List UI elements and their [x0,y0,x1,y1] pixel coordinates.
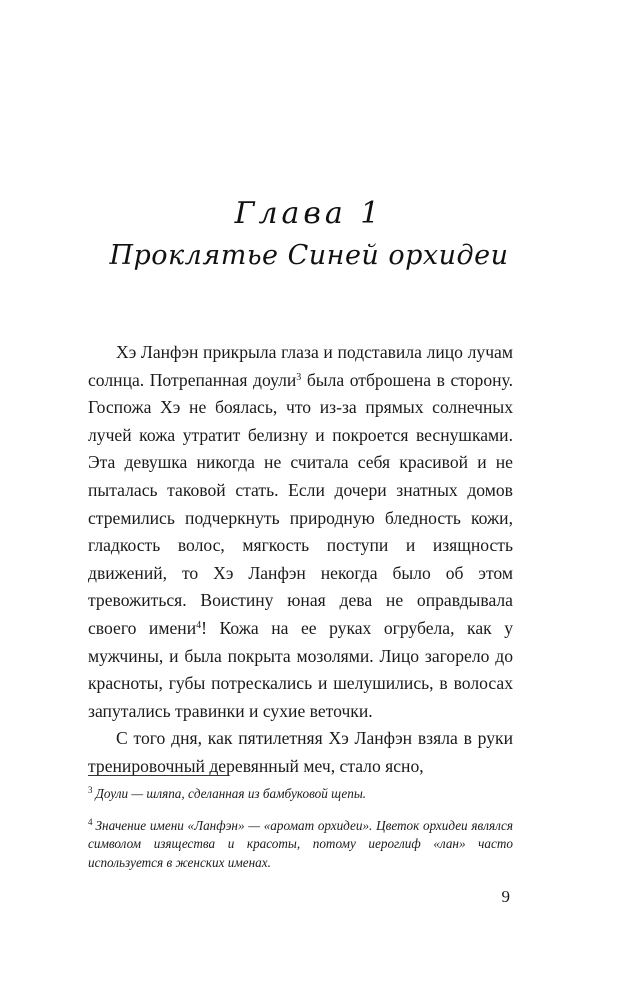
footnote-reference[interactable]: 3 [296,371,302,383]
paragraph [88,725,513,780]
chapter-title: Проклятье Синей орхидеи [109,240,509,271]
footnotes [88,785,513,885]
page-number: 9 [501,887,510,906]
footnote-text: Доули — шляпа, сделанная из бамбуковой щепы. [95,786,367,801]
footnote-number: 3 [88,785,93,795]
footnote-4 [88,817,513,873]
paragraph-text: Хэ Ланфэн прикрыла глаза и подставила лицо лучам солнца. Потрепанная доули [88,342,513,390]
paragraph-text: С того дня, как пятилетняя Хэ Ланфэн взяла в руки тренировочный деревянный меч, стало ясно, [88,728,513,776]
paragraph-text: ! Кожа на ее руках огрубела, как у мужчины, и была покрыта мозолями. Лицо загорело до красноты, губы потрескались и шелушились, в волосах запутались травинки и сухие веточки. [88,617,513,721]
footnote-reference[interactable]: 4 [196,619,202,631]
footnote-3 [88,785,513,804]
chapter-number: Глава 1 [234,196,384,231]
footnote-divider [88,775,228,776]
paragraph-text: была отброшена в сторону. Госпожа Хэ не боялась, что из-за прямых солнечных лучей кожа утратит белизну и покроется веснушками. Эта девушка никогда не считала себя красивой и не пыталась таковой стать. Если дочери знатных домов стремились подчеркнуть природную бледность кожи, гладкость волос, мягкость поступи и изящность движений, то Хэ Ланфэн некогда было об этом тревожиться. Воистину юная дева не оправдывала своего имени [88,369,513,638]
footnote-number: 4 [88,816,93,827]
footnote-text: Значение имени «Ланфэн» — «аромат орхидеи». Цветок орхидеи являлся символом изящества и красоты, потому иероглиф «лан» часто используется в женских именах. [88,817,513,870]
paragraph [88,339,513,725]
body-text [88,339,513,781]
